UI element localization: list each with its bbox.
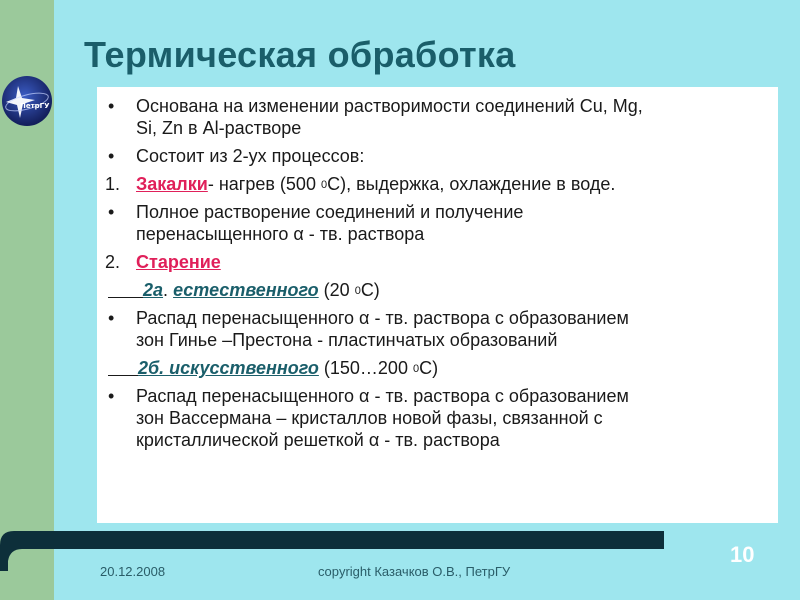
subheading-2b xyxy=(108,357,773,379)
bullet-text xyxy=(108,201,773,245)
bullet-text: Состоит из 2-ух процессов: xyxy=(136,146,365,166)
number-mark: 1. xyxy=(105,174,121,194)
bullet-item-1 xyxy=(108,95,773,139)
footer-date: 20.12.2008 xyxy=(100,564,166,579)
line: зон Гинье –Престона - пластинчатых образований xyxy=(136,330,558,350)
bullet-text xyxy=(108,95,773,139)
line: Распад перенасыщенного α - тв. раствора с образованием xyxy=(136,386,629,406)
bullet-item-4 xyxy=(108,307,773,351)
line: Основана на изменении растворимости соединений Cu, Mg, xyxy=(136,96,643,116)
term-aging: Старение xyxy=(136,252,221,272)
bullet-item-2 xyxy=(108,145,773,167)
footer-copyright: copyright Казачков О.В., ПетрГУ xyxy=(318,564,511,579)
text-part: С) xyxy=(419,358,439,378)
line: перенасыщенного α - тв. раствора xyxy=(136,224,425,244)
underline-blank xyxy=(108,279,143,301)
line: Полное растворение соединений и получение xyxy=(136,202,524,222)
bullet-mark: • xyxy=(108,96,115,116)
subheading-2a xyxy=(108,279,773,301)
bullet-text xyxy=(108,307,773,351)
bullet-text xyxy=(108,385,773,451)
bullet-mark: • xyxy=(108,146,115,166)
text-part: - нагрев (500 xyxy=(207,174,321,194)
underline-blank xyxy=(108,357,138,379)
text-part: (150…200 xyxy=(318,358,413,378)
subheading-label: естественного xyxy=(173,280,319,300)
line: кристаллической решеткой α - тв. раствора xyxy=(136,430,500,450)
text-part: . xyxy=(163,280,174,300)
term-quenching: Закалки xyxy=(136,174,208,194)
subheading-number: 2а xyxy=(143,280,164,300)
text-part: С), выдержка, охлаждение в воде. xyxy=(327,174,616,194)
text-part: С) xyxy=(360,280,380,300)
star-icon xyxy=(2,76,52,126)
bullet-item-3 xyxy=(108,201,773,245)
university-logo xyxy=(2,76,52,126)
slide-title: Термическая обработка xyxy=(84,34,516,75)
logo-text: ПетрГУ xyxy=(20,102,50,110)
footer-bar xyxy=(26,531,664,549)
number-mark: 2. xyxy=(105,252,121,272)
degree-sup: 0 xyxy=(412,363,420,375)
line: зон Вассермана – кристаллов новой фазы, связанной с xyxy=(136,408,603,428)
bullet-item-5 xyxy=(108,385,773,451)
bullet-mark: • xyxy=(108,202,115,222)
subheading-label: 2б. искусственного xyxy=(138,358,319,378)
line: Si, Zn в Al-растворе xyxy=(136,118,302,138)
bullet-mark: • xyxy=(108,386,115,406)
degree-sup: 0 xyxy=(320,179,328,191)
line: Распад перенасыщенного α - тв. раствора с образованием xyxy=(136,308,629,328)
degree-sup: 0 xyxy=(354,285,361,297)
bullet-mark: • xyxy=(108,308,115,328)
text-part: (20 xyxy=(318,280,355,300)
slide-body xyxy=(105,95,773,451)
numbered-item-2 xyxy=(105,251,773,273)
numbered-text xyxy=(108,173,773,195)
numbered-text xyxy=(108,251,773,273)
page-number: 10 xyxy=(730,542,755,567)
numbered-item-1 xyxy=(105,173,773,195)
